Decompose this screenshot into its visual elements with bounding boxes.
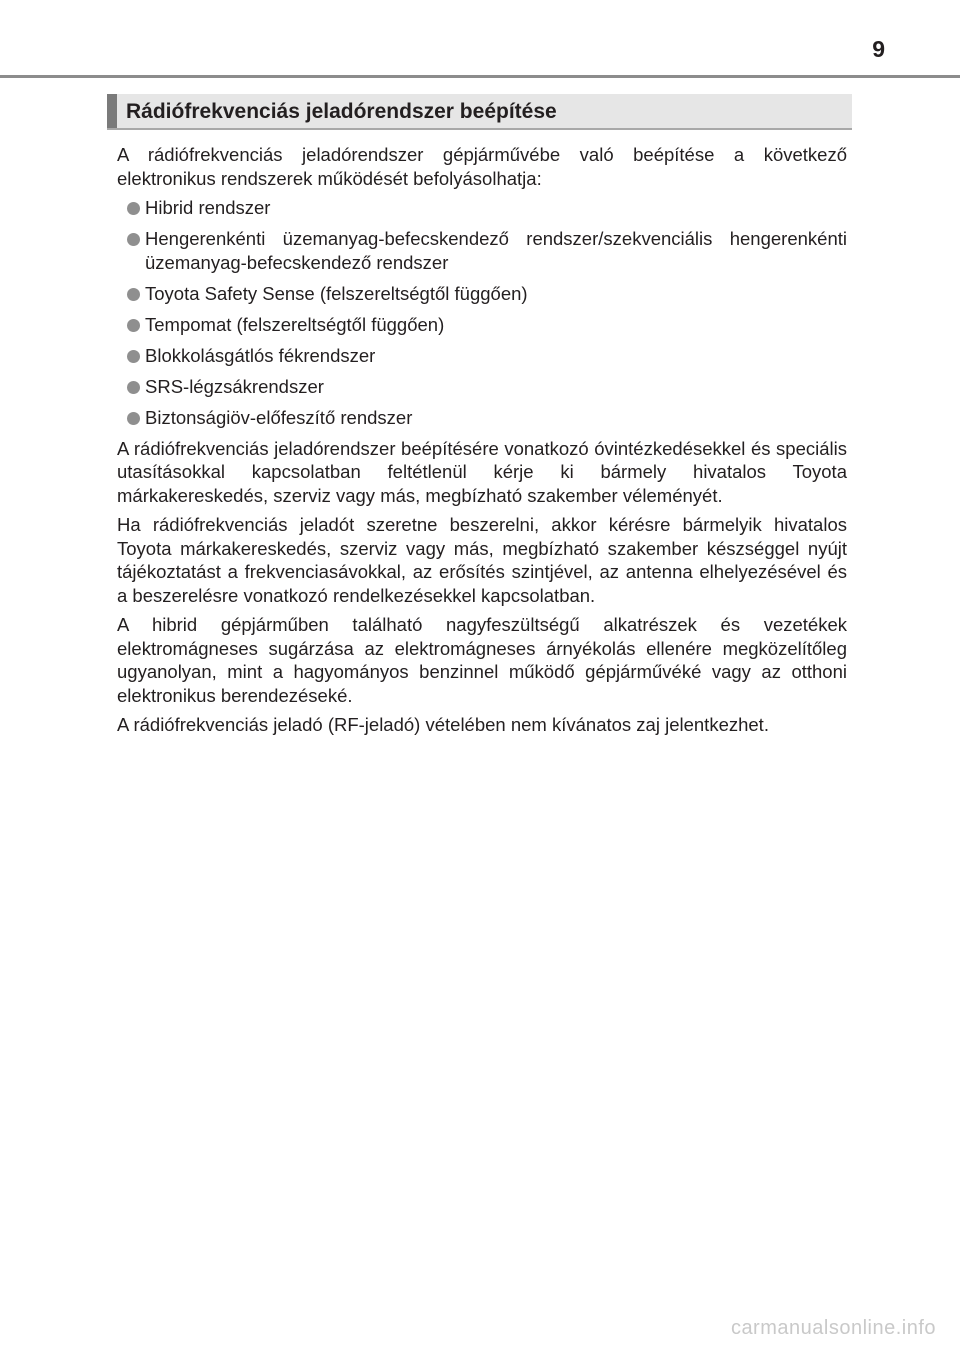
intro-paragraph: A rádiófrekvenciás jeladórendszer gépjárművébe való beépítése a következő elektronikus rendszerek működését befolyásolhatja:	[117, 144, 847, 189]
bullet-icon	[127, 319, 140, 332]
list-item	[117, 282, 847, 306]
page-number: 9	[872, 36, 885, 62]
header-rule	[0, 75, 960, 78]
bullet-icon	[127, 202, 140, 215]
list-item-text: Hengerenkénti üzemanyag-befecskendező rendszer/szekvenciális hengerenkénti üzemanyag-befecskendező rendszer	[145, 228, 847, 273]
list-item-text: Blokkolásgátlós fékrendszer	[145, 344, 376, 366]
list-item-text: Toyota Safety Sense (felszereltségtől függően)	[145, 282, 528, 304]
list-item	[117, 313, 847, 337]
list-item-text: Hibrid rendszer	[145, 197, 271, 218]
bullet-icon	[127, 233, 140, 246]
list-item	[117, 375, 847, 399]
list-item	[117, 227, 847, 274]
list-item	[117, 196, 847, 220]
bullet-icon	[127, 412, 140, 425]
affected-systems-list	[117, 196, 847, 429]
body-paragraph: A hibrid gépjárműben található nagyfeszültségű alkatrészek és vezetékek elektromágneses sugárzása az elektromágneses árnyékolás ellenére megközelítőleg ugyanolyan, mint a hagyományos benzinnel működő gépjárművéké vagy az otthoni elektronikus berendezéseké.	[117, 614, 847, 706]
list-item-text: Biztonságiöv-előfeszítő rendszer	[145, 406, 413, 428]
section-header-bar	[107, 94, 117, 128]
bullet-icon	[127, 350, 140, 363]
list-item-text: Tempomat (felszereltségtől függően)	[145, 313, 445, 335]
body-paragraph: A rádiófrekvenciás jeladórendszer beépítésére vonatkozó óvintézkedésekkel és speciális utasításokkal kapcsolatban feltétlenül kérje ki bármely hivatalos Toyota márkakereskedés, szerviz vagy más, megbízható szakember véleményét.	[117, 437, 847, 506]
bullet-icon	[127, 288, 140, 301]
body-paragraph: Ha rádiófrekvenciás jeladót szeretne beszerelni, akkor kérésre bármelyik hivatalos Toyota márkakereskedés, szerviz vagy más, megbízható szakember készséggel nyújt tájékoztatást a frekvenciasávokkal, az erősítés szintjével, az antenna elhelyezésével és a beszerelésre vonatkozó rendelkezésekkel kapcsolatban.	[117, 514, 847, 606]
list-item	[117, 344, 847, 368]
section-title: Rádiófrekvenciás jeladórendszer beépítése	[126, 100, 557, 123]
body-paragraph: A rádiófrekvenciás jeladó (RF-jeladó) vételében nem kívánatos zaj jelentkezhet.	[117, 714, 769, 735]
list-item-text: SRS-légzsákrendszer	[145, 375, 324, 397]
body-content	[117, 143, 847, 743]
watermark: carmanualsonline.info	[730, 1317, 936, 1339]
section-header	[107, 94, 852, 130]
bullet-icon	[127, 381, 140, 394]
list-item	[117, 406, 847, 430]
